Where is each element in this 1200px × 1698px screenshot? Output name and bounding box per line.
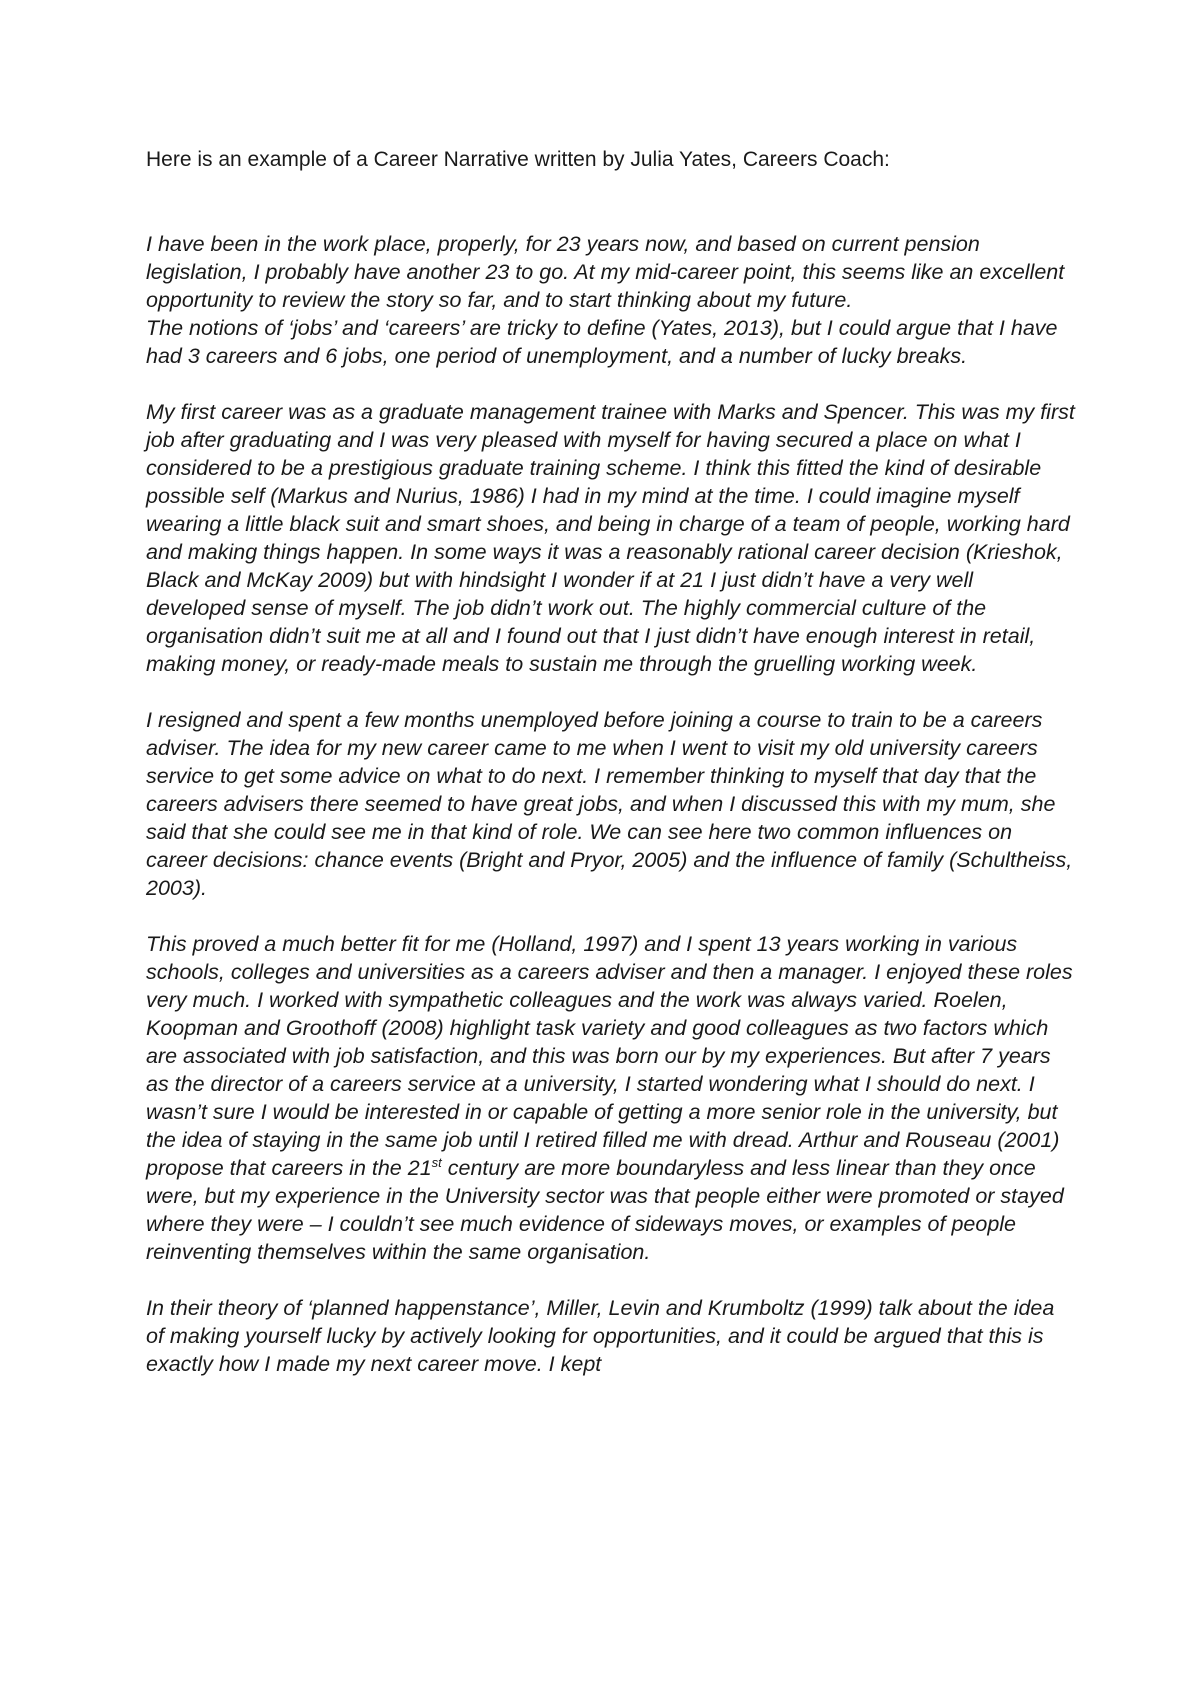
paragraph-jobs-and-careers: The notions of ‘jobs’ and ‘careers’ are tricky to define (Yates, 2013), but I could argue that I have had 3 careers and 6 jobs, one period of unemployment, and a number of lucky breaks.: [146, 316, 1058, 368]
paragraph-careers-adviser: I resigned and spent a few months unemployed before joining a course to train to be a careers adviser. The idea for my new career came to me when I went to visit my old university careers service to get some advice on what to do next. I remember thinking to myself that day that the careers advisers there seemed to have great jobs, and when I discussed this with my mum, she said that she could see me in that kind of role. We can see here two common influences on career decisions: chance events (Bright and Pryor, 2005) and the influence of family (Schultheiss, 2003).: [146, 708, 1073, 900]
intro-line: Here is an example of a Career Narrative written by Julia Yates, Careers Coach:: [146, 148, 890, 171]
paragraph-better-fit: [146, 930, 1076, 1266]
ordinal-superscript: st: [431, 1154, 442, 1170]
career-narrative: [146, 230, 1076, 1378]
paragraph-first-career: My first career was as a graduate management trainee with Marks and Spencer. This was my first job after graduating and I was very pleased with myself for having secured a place on what I considered to be a prestigious graduate training scheme. I think this fitted the kind of desirable possible self (Markus and Nurius, 1986) I had in my mind at the time. I could imagine myself wearing a little black suit and smart shoes, and being in charge of a team of people, working hard and making things happen. In some ways it was a reasonably rational career decision (Krieshok, Black and McKay 2009) but with hindsight I wonder if at 21 I just didn’t have a very well developed sense of myself. The job didn’t work out. The highly commercial culture of the organisation didn’t suit me at all and I found out that I just didn’t have enough interest in retail, making money, or ready-made meals to sustain me through the gruelling working week.: [146, 400, 1075, 676]
paragraph-mid-career: I have been in the work place, properly, for 23 years now, and based on current pension legislation, I probably have another 23 to go. At my mid-career point, this seems like an excellent opportunity to review the story so far, and to start thinking about my future.: [146, 232, 1065, 312]
paragraph-better-fit-text-2: century are more boundaryless and less linear than they once were, but my experience in the University sector was that people either were promoted or stayed where they were – I couldn’t see much evidence of sideways moves, or examples of people reinventing themselves within the same organisation.: [146, 1156, 1064, 1264]
paragraph-better-fit-text-1: This proved a much better fit for me (Holland, 1997) and I spent 13 years working in various schools, colleges and universities as a careers adviser and then a manager. I enjoyed these roles very much. I worked with sympathetic colleagues and the work was always varied. Roelen, Koopman and Groothoff (2008) highlight task variety and good colleagues as two factors which are associated with job satisfaction, and this was born our by my experiences. But after 7 years as the director of a careers service at a university, I started wondering what I should do next. I wasn’t sure I would be interested in or capable of getting a more senior role in the university, but the idea of staying in the same job until I retired filled me with dread. Arthur and Rouseau (2001) propose that careers in the 21: [146, 932, 1073, 1180]
paragraph-planned-happenstance: In their theory of ‘planned happenstance’, Miller, Levin and Krumboltz (1999) talk about the idea of making yourself lucky by actively looking for opportunities, and it could be argued that this is exactly how I made my next career move. I kept: [146, 1296, 1055, 1376]
